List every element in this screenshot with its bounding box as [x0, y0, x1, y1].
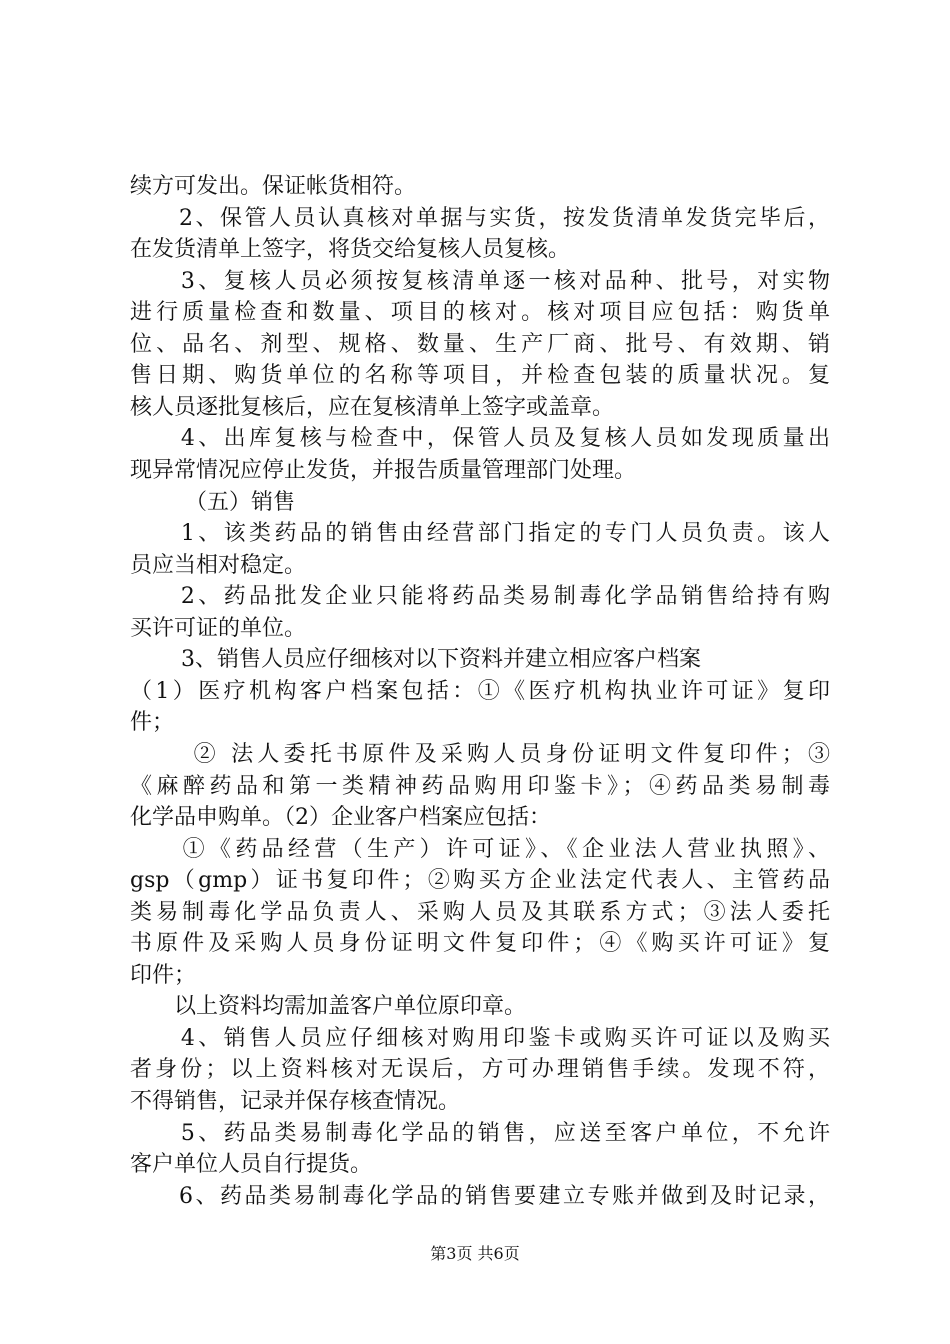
text-line: 续方可发出。保证帐货相符。	[130, 174, 417, 199]
text-line: 3、复核人员必须按复核清单逐一核对品种、批号，对实物	[130, 268, 830, 294]
text-line: 印件；	[130, 962, 197, 988]
text-line: 核人员逐批复核后，应在复核清单上签字或盖章。	[130, 394, 615, 420]
text-line: 买许可证的单位。	[130, 615, 307, 641]
text-line: 1、该类药品的销售由经营部门指定的专门人员负责。该人	[130, 521, 830, 546]
text-line: 化学品申购单。（2）企业客户档案应包括：	[130, 805, 551, 830]
text-line: 员应当相对稳定。	[130, 552, 307, 578]
text-line: 2、保管人员认真核对单据与实货，按发货清单发货完毕后，	[130, 205, 830, 231]
text-line: 进行质量检查和数量、项目的核对。核对项目应包括：购货单	[130, 300, 830, 326]
text-line: 件；	[130, 710, 175, 736]
text-line: 不得销售，记录并保存核查情况。	[130, 1089, 461, 1114]
text-line: 6、药品类易制毒化学品的销售要建立专账并做到及时记录，	[130, 1183, 830, 1209]
text-line: 4、销售人员应仔细核对购用印鉴卡或购买许可证以及购买	[130, 1025, 830, 1051]
text-line: （1）医疗机构客户档案包括：①《医疗机构执业许可证》复印	[130, 678, 830, 704]
text-line: 2、药品批发企业只能将药品类易制毒化学品销售给持有购	[130, 584, 830, 610]
text-line: 5、药品类易制毒化学品的销售，应送至客户单位，不允许	[130, 1120, 830, 1146]
text-line: 客户单位人员自行提货。	[130, 1152, 373, 1178]
text-line: （五）销售	[130, 489, 296, 515]
text-line: gsp（gmp）证书复印件；②购买方企业法定代表人、主管药品	[130, 868, 830, 894]
text-line: 4、出库复核与检查中，保管人员及复核人员如发现质量出	[130, 426, 830, 452]
text-line: 者身份；以上资料核对无误后，方可办理销售手续。发现不符，	[130, 1057, 830, 1083]
text-line: 《麻醉药品和第一类精神药品购用印鉴卡》；④药品类易制毒	[130, 773, 830, 799]
text-line: ② 法人委托书原件及采购人员身份证明文件复印件；③	[130, 741, 830, 767]
text-line: 书原件及采购人员身份证明文件复印件；④《购买许可证》复	[130, 931, 830, 957]
text-line: 位、品名、剂型、规格、数量、生产厂商、批号、有效期、销	[130, 331, 830, 357]
text-line: ①《药品经营（生产）许可证》、《企业法人营业执照》、	[130, 836, 830, 862]
page-footer: 第3页 共6页	[430, 1244, 520, 1263]
text-line: 现异常情况应停止发货，并报告质量管理部门处理。	[130, 457, 637, 483]
text-line: 类易制毒化学品负责人、采购人员及其联系方式；③法人委托	[130, 899, 830, 925]
text-line: 3、销售人员应仔细核对以下资料并建立相应客户档案	[130, 647, 701, 673]
text-line: 以上资料均需加盖客户单位原印章。	[130, 994, 527, 1020]
text-line: 在发货清单上签字，将货交给复核人员复核。	[130, 237, 571, 263]
text-line: 售日期、购货单位的名称等项目，并检查包装的质量状况。复	[130, 363, 830, 389]
